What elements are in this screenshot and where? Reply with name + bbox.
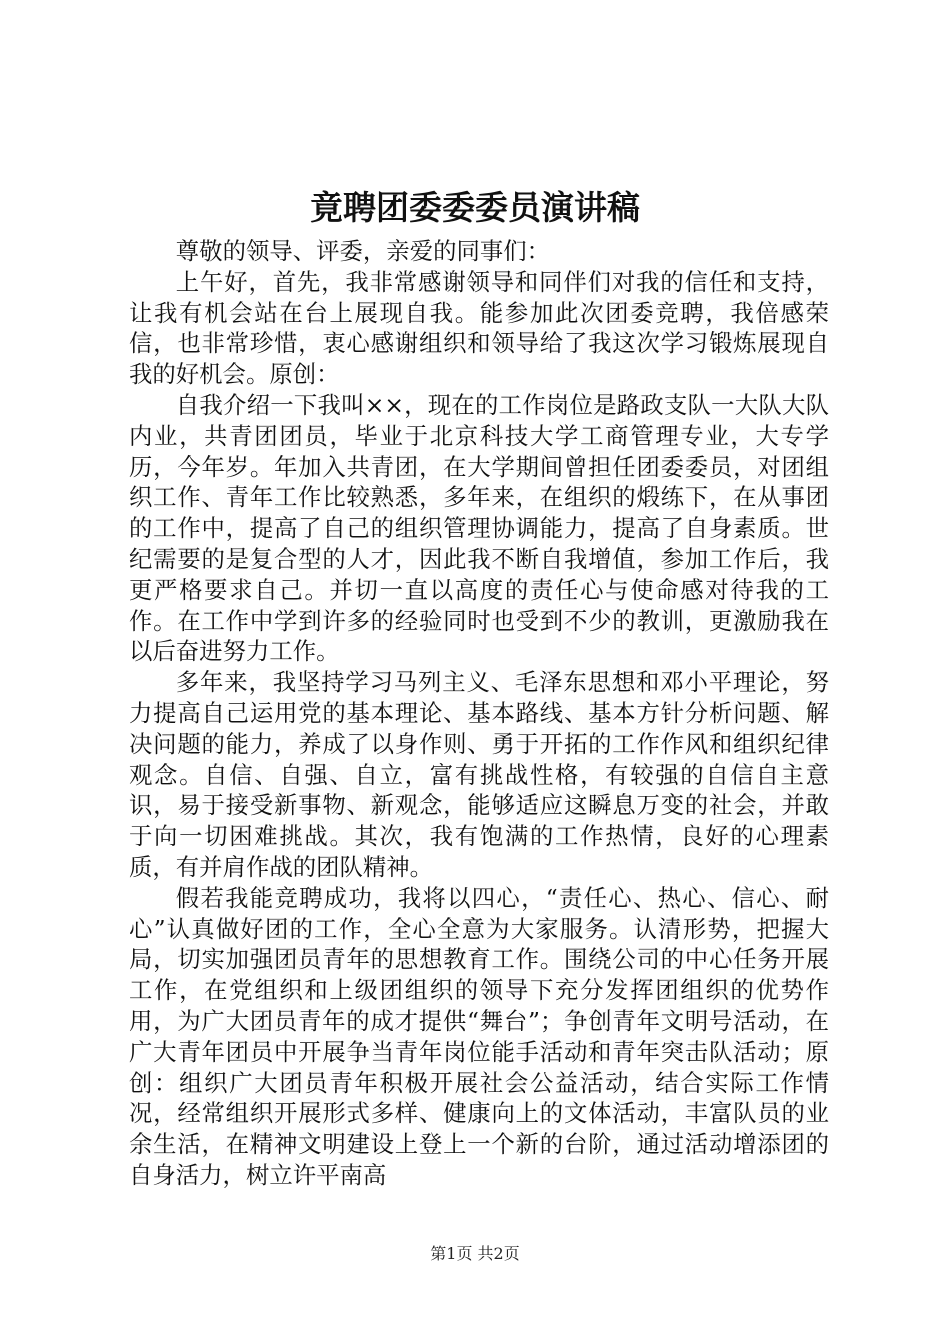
- paragraph: 上午好，首先，我非常感谢领导和同伴们对我的信任和支持，让我有机会站在台上展现自我。能参加此次团委竞聘，我倍感荣信，也非常珍惜，衷心感谢组织和领导给了我这次学习锻炼展现自我的好机会。原创：: [129, 267, 829, 389]
- document-title: 竟聘团委委委员演讲稿: [310, 188, 640, 227]
- document-body: [129, 236, 829, 1191]
- paragraph: 假若我能竞聘成功，我将以四心，“责任心、热心、信心、耐心”认真做好团的工作，全心全意为大家服务。认清形势，把握大局，切实加强团员青年的思想教育工作。围绕公司的中心任务开展工作，在党组织和上级团组织的领导下充分发挥团组织的优势作用，为广大团员青年的成才提供“舞台”；争创青年文明号活动，在广大青年团员中开展争当青年岗位能手活动和青年突击队活动；原创：组织广大团员青年积极开展社会公益活动，结合实际工作情况，经常组织开展形式多样、健康向上的文体活动，丰富队员的业余生活，在精神文明建设上登上一个新的台阶，通过活动增添团的自身活力，树立许平南高: [129, 883, 829, 1189]
- paragraph: 自我介绍一下我叫××，现在的工作岗位是路政支队一大队大队内业，共青团团员，毕业于北京科技大学工商管理专业，大专学历，今年岁。年加入共青团，在大学期间曾担任团委委员，对团组织工作、青年工作比较熟悉，多年来，在组织的煅练下，在从事团的工作中，提高了自己的组织管理协调能力，提高了自身素质。世纪需要的是复合型的人才，因此我不断自我增值，参加工作后，我更严格要求自己。并切一直以高度的责任心与使命感对待我的工作。在工作中学到许多的经验同时也受到不少的教训，更激励我在以后奋进努力工作。: [129, 390, 829, 666]
- salutation: 尊敬的领导、评委，亲爱的同事们：: [175, 237, 551, 265]
- paragraph: 多年来，我坚持学习马列主义、毛泽东思想和邓小平理论，努力提高自己运用党的基本理论、基本路线、基本方针分析问题、解决问题的能力，养成了以身作则、勇于开拓的工作作风和组织纪律观念。自信、自强、自立，富有挑战性格，有较强的自信自主意识，易于接受新事物、新观念，能够适应这瞬息万变的社会，并敢于向一切困难挑战。其次，我有饱满的工作热情，良好的心理素质，有并肩作战的团队精神。: [129, 668, 829, 881]
- page-number-footer: 第1页 共2页: [430, 1244, 520, 1263]
